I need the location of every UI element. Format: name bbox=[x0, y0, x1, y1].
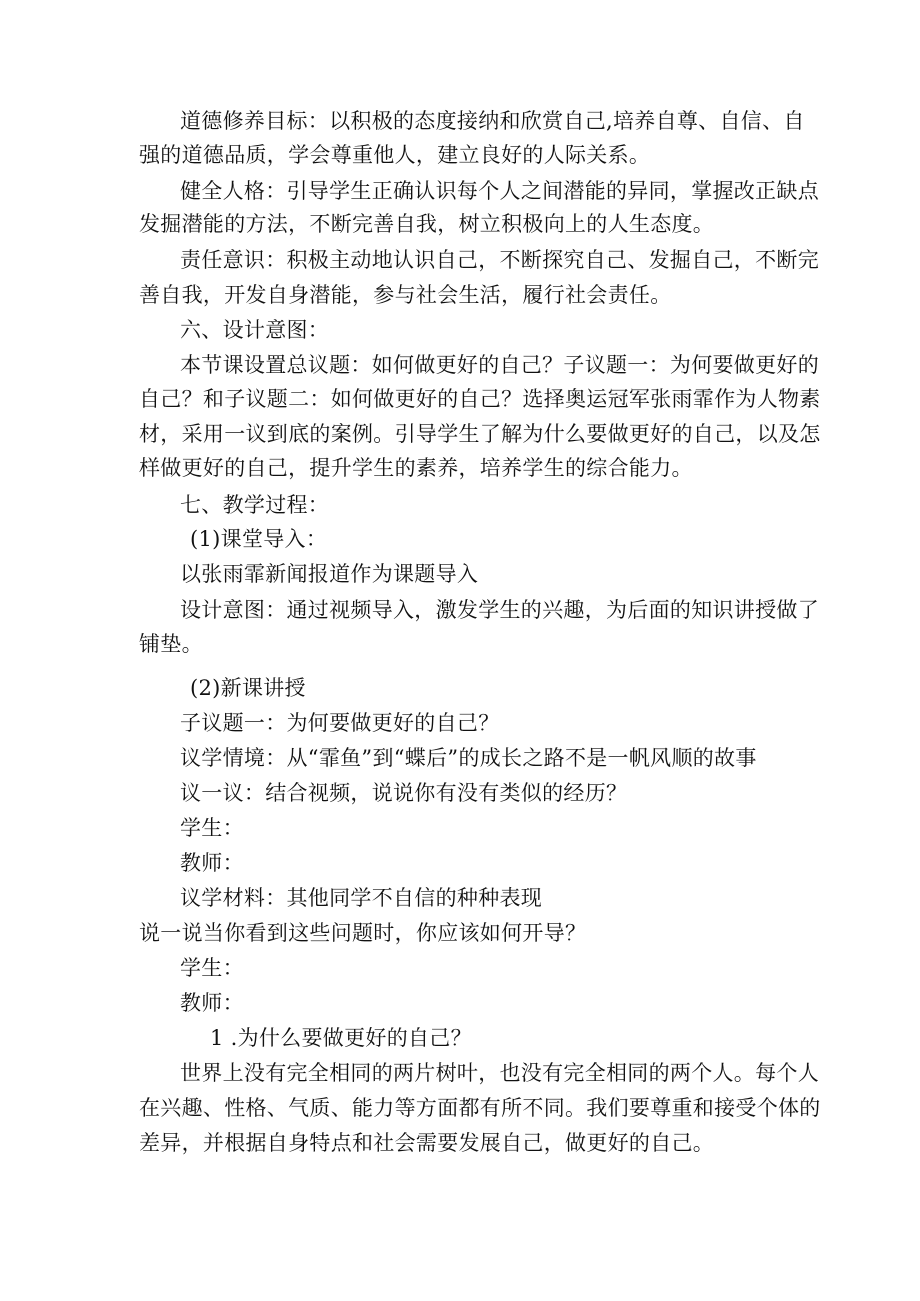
intro-design-intent-line-2: 铺垫。 bbox=[139, 632, 203, 656]
student-label-1: 学生： bbox=[180, 816, 244, 840]
goal-responsibility-line-2: 善自我，开发自身潜能，参与社会生活，履行社会责任。 bbox=[139, 283, 672, 307]
subsection-new-lesson-heading: (2)新课讲授 bbox=[190, 676, 306, 700]
answer-paragraph-line-1: 世界上没有完全相同的两片树叶，也没有完全相同的两个人。每个人 bbox=[180, 1061, 819, 1085]
goal-personality-line-2: 发掘潜能的方法，不断完善自我，树立积极向上的人生态度。 bbox=[139, 212, 715, 236]
design-intent-line-2: 自己？和子议题二：如何做更好的自己？选择奥运冠军张雨霏作为人物素 bbox=[139, 387, 821, 411]
teacher-label-1: 教师： bbox=[180, 851, 244, 875]
answer-paragraph-line-2: 在兴趣、性格、气质、能力等方面都有所不同。我们要尊重和接受个体的 bbox=[139, 1096, 821, 1120]
design-intent-line-3: 材，采用一议到底的案例。引导学生了解为什么要做更好的自己，以及怎 bbox=[139, 422, 821, 446]
question-1-heading: 1 .为什么要做更好的自己？ bbox=[210, 1026, 472, 1050]
answer-paragraph-line-3: 差异，并根据自身特点和社会需要发展自己，做更好的自己。 bbox=[139, 1131, 715, 1155]
section-design-intent-heading: 六、设计意图： bbox=[180, 318, 330, 342]
intro-design-intent-line-1: 设计意图：通过视频导入，激发学生的兴趣，为后面的知识讲授做了 bbox=[180, 598, 819, 622]
section-teaching-process-heading: 七、教学过程： bbox=[180, 493, 330, 517]
subsection-intro-heading: (1)课堂导入： bbox=[190, 527, 328, 551]
goal-personality-line-1: 健全人格：引导学生正确认识每个人之间潜能的异同，掌握改正缺点 bbox=[180, 179, 819, 203]
teacher-label-2: 教师： bbox=[180, 991, 244, 1015]
say-prompt: 说一说当你看到这些问题时，你应该如何开导？ bbox=[139, 921, 587, 945]
design-intent-line-4: 样做更好的自己，提升学生的素养，培养学生的综合能力。 bbox=[139, 456, 693, 480]
student-label-2: 学生： bbox=[180, 956, 244, 980]
goal-moral-line-1: 道德修养目标：以积极的态度接纳和欣赏自己,培养自尊、自信、自 bbox=[180, 109, 805, 133]
goal-responsibility-line-1: 责任意识：积极主动地认识自己，不断探究自己、发掘自己，不断完 bbox=[180, 248, 819, 272]
discussion-material: 议学材料：其他同学不自信的种种表现 bbox=[180, 886, 543, 910]
design-intent-line-1: 本节课设置总议题：如何做更好的自己？子议题一：为何要做更好的 bbox=[180, 353, 819, 377]
intro-text: 以张雨霏新闻报道作为课题导入 bbox=[180, 562, 479, 586]
discussion-prompt: 议一议：结合视频，说说你有没有类似的经历？ bbox=[180, 781, 628, 805]
sub-topic-one: 子议题一：为何要做更好的自己？ bbox=[180, 711, 500, 735]
goal-moral-line-2: 强的道德品质，学会尊重他人，建立良好的人际关系。 bbox=[139, 143, 651, 167]
discussion-scenario: 议学情境：从“霏鱼”到“蝶后”的成长之路不是一帆风顺的故事 bbox=[180, 746, 757, 770]
